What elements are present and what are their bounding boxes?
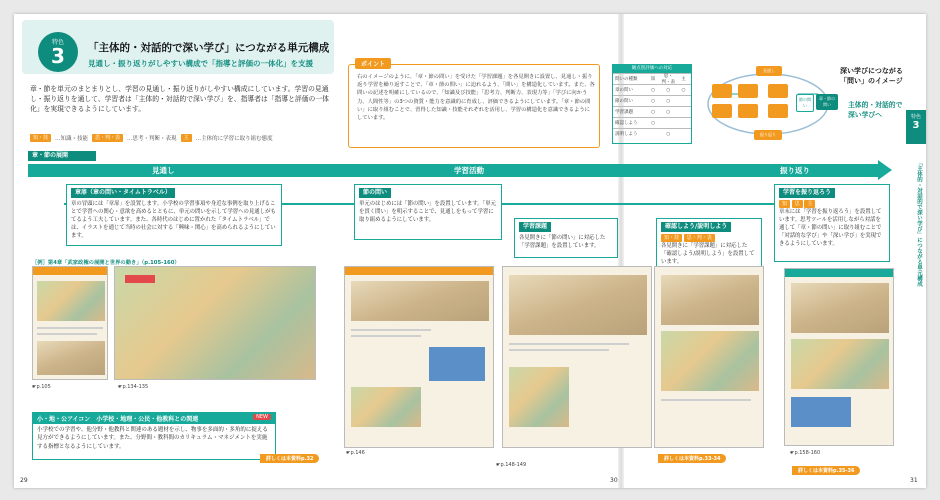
cycle-node-center: 節の問い bbox=[796, 94, 814, 112]
legend-tag-attitude: 主 bbox=[181, 134, 192, 142]
step-text: 各見開きに「節の問い」に対応した「学習課題」を設置しています。 bbox=[519, 235, 606, 249]
legend-text-attitude: …主体的に学習に取り組む態度 bbox=[195, 136, 273, 142]
textbook-thumbnail bbox=[114, 266, 316, 380]
step-text: 各見開きに「学習課題」に対応した「確認しよう/説明しよう」を設置しています。 bbox=[661, 243, 755, 265]
legend bbox=[30, 134, 273, 142]
step-label: 確認しよう/説明しよう bbox=[661, 222, 731, 232]
matrix-row: 節の問い ○ ○ bbox=[613, 95, 691, 106]
page-ref: ☛p.134-135 bbox=[118, 384, 149, 390]
step-section-question bbox=[354, 184, 502, 240]
step-learning-task bbox=[514, 218, 618, 258]
tag-knowledge: 知・技 bbox=[661, 234, 682, 242]
legend-text-knowledge: …知識・技能 bbox=[55, 136, 89, 142]
step-text: 章末には「学習を振り返ろう」を設置しています。思考ツールを活用しながら対話を通して「章・節の問い」に取り組むことで「対話的な学び」や「深い学び」を実現できるようにしています。 bbox=[779, 209, 882, 247]
step-label: 節の問い bbox=[359, 188, 391, 198]
tag-thinking: 思 bbox=[792, 200, 803, 208]
cycle-node bbox=[738, 84, 758, 98]
tag-attitude: 主 bbox=[804, 200, 815, 208]
stage-preview: 見通し bbox=[152, 166, 175, 175]
example-label: ［例］第4章「武家政権の展開と世界の動き」（p.105-160） bbox=[32, 260, 180, 266]
point-box bbox=[348, 61, 600, 148]
section-label: 章・節の展開 bbox=[28, 151, 96, 161]
page-ref: ☛p.148-149 bbox=[496, 462, 527, 468]
page-ref: ☛p.105 bbox=[32, 384, 51, 390]
detail-link[interactable]: 詳しくは本資料p.35-36 bbox=[792, 466, 860, 475]
cycle-node-top: 見通し bbox=[756, 66, 782, 76]
cycle-node-right: 章・節の問い bbox=[816, 94, 838, 110]
step-label: 学習を振り返ろう bbox=[779, 188, 835, 198]
page-number: 30 bbox=[610, 477, 618, 484]
tag-thinking: 思・判・表 bbox=[684, 234, 715, 242]
side-tab-text: 「主体的・対話的で深い学び」につながる単元構成 bbox=[916, 160, 922, 287]
stage-activity: 学習活動 bbox=[454, 166, 484, 175]
detail-link[interactable]: 詳しくは本資料p.33-34 bbox=[658, 454, 726, 463]
deep-learning-title: 深い学びにつながる「問い」のイメージ bbox=[840, 67, 903, 85]
textbook-thumbnail bbox=[502, 266, 652, 448]
step-chapter-cover bbox=[66, 184, 282, 246]
evaluation-matrix bbox=[612, 64, 692, 144]
step-label: 章扉（章の問い・タイムトラベル） bbox=[71, 188, 175, 198]
matrix-row: 説明しよう ○ bbox=[613, 128, 691, 139]
textbook-thumbnail bbox=[344, 266, 494, 448]
feature-header bbox=[22, 20, 334, 74]
intro-text: 章・節を単元のまとまりとし、学習の見通し・振り返りがしやすい構成にしています。学習の見通し・振り返りを通して、学習者は「主体的・対話的で深い学び」を、指導者は「指導と評価の一体化」を実現できるようにしています。 bbox=[30, 85, 329, 113]
related-icons-head: 小・地・公アイコン 小学校・地理・公民・他教科との関連 bbox=[33, 413, 275, 424]
stage-arrow-icon bbox=[878, 160, 892, 180]
step-text: 単元のはじめには「節の問い」を設置しています。「単元を貫く問い」を明示することで、見通しをもって学習に取り組めるようにしています。 bbox=[359, 201, 497, 223]
cycle-node bbox=[738, 104, 758, 118]
page-ref: ☛p.146 bbox=[346, 450, 365, 456]
side-tab: 特色 3 bbox=[906, 110, 926, 144]
step-check-explain bbox=[656, 218, 762, 268]
new-badge: NEW bbox=[253, 414, 271, 420]
book-spread bbox=[14, 14, 926, 488]
related-icons-box bbox=[32, 412, 276, 460]
cycle-node-bottom: 振り返り bbox=[754, 130, 782, 140]
page-number: 31 bbox=[910, 477, 918, 484]
cycle-node bbox=[712, 104, 732, 118]
cycle-node bbox=[712, 84, 732, 98]
feature-subtitle: 見通し・振り返りがしやすい構成で「指導と評価の一体化」を支援 bbox=[88, 59, 313, 68]
legend-text-thinking: …思考・判断・表現 bbox=[127, 136, 177, 142]
cycle-node bbox=[768, 84, 788, 98]
textbook-thumbnail bbox=[32, 266, 108, 380]
feature-badge: 特色 3 bbox=[38, 32, 78, 72]
legend-tag-knowledge: 知・技 bbox=[30, 134, 51, 142]
related-icons-text: 小学校での学習や、他分野・他教科と関連のある題材を示し、物事を多面的・多角的に捉える見方ができるようにしています。また、分野間・教科間のカリキュラム・マネジメントを実施する指標となるようにしています。 bbox=[37, 427, 268, 450]
point-label: ポイント bbox=[355, 58, 391, 69]
cycle-node bbox=[768, 104, 788, 118]
feature-title: 「主体的・対話的で深い学び」につながる単元構成 bbox=[88, 42, 330, 54]
point-text: 右のイメージのように、「章・節の問い」を受けた「学習課題」を各見開きに設置し、見通し・振り返り学習を繰り返すことで、「章・節の問い」に迫れるよう、「問い」を構造化しています。また、各問いの記述を明確にしているので、「知識及び技能」「思考力、判断力、表現力等」「学びに向かう力、人間性等」の3つの資質・能力を意識的に育成し、評価できるようにしています。「章・節の問い」に取り組むことで、習得した知識・技能それぞれを活用し、学習の構造化を意識できるようにしています。 bbox=[357, 74, 595, 122]
stage-reflection: 振り返り bbox=[780, 166, 810, 175]
matrix-row: 章の問い ○ ○ ○ bbox=[613, 84, 691, 95]
step-text: 章の冒頭には「章扉」を設置します。小学校の学習事項や身近な事例を取り上げることで学習への関心・意欲を高めるとともに、単元の問いを示して学習への見通しがもてるよう工夫しています。また、各時代のはじめに置かれた「タイムトラベル」では、イラストを通じて当時の社会に対する「興味・関心」を高められるようにしています。 bbox=[71, 201, 276, 239]
legend-tag-thinking: 思・判・表 bbox=[92, 134, 123, 142]
detail-link[interactable]: 詳しくは本資料p.32 bbox=[260, 454, 319, 463]
matrix-row: 問いの種類 知 思・判・表 主 bbox=[613, 73, 691, 84]
matrix-row: 学習課題 ○ ○ bbox=[613, 106, 691, 117]
page-number: 29 bbox=[20, 477, 28, 484]
step-reflection bbox=[774, 184, 890, 262]
tag-knowledge: 知 bbox=[779, 200, 790, 208]
textbook-thumbnail bbox=[784, 268, 894, 446]
step-label: 学習課題 bbox=[519, 222, 551, 232]
matrix-head: 観点別評価への対応 bbox=[613, 65, 691, 73]
matrix-row: 確認しよう ○ bbox=[613, 117, 691, 128]
question-cycle-diagram bbox=[698, 64, 838, 144]
deep-learning-sub: 主体的・対話的で深い学びへ bbox=[848, 101, 903, 119]
textbook-thumbnail bbox=[654, 266, 764, 448]
page-ref: ☛p.158-160 bbox=[790, 450, 821, 456]
